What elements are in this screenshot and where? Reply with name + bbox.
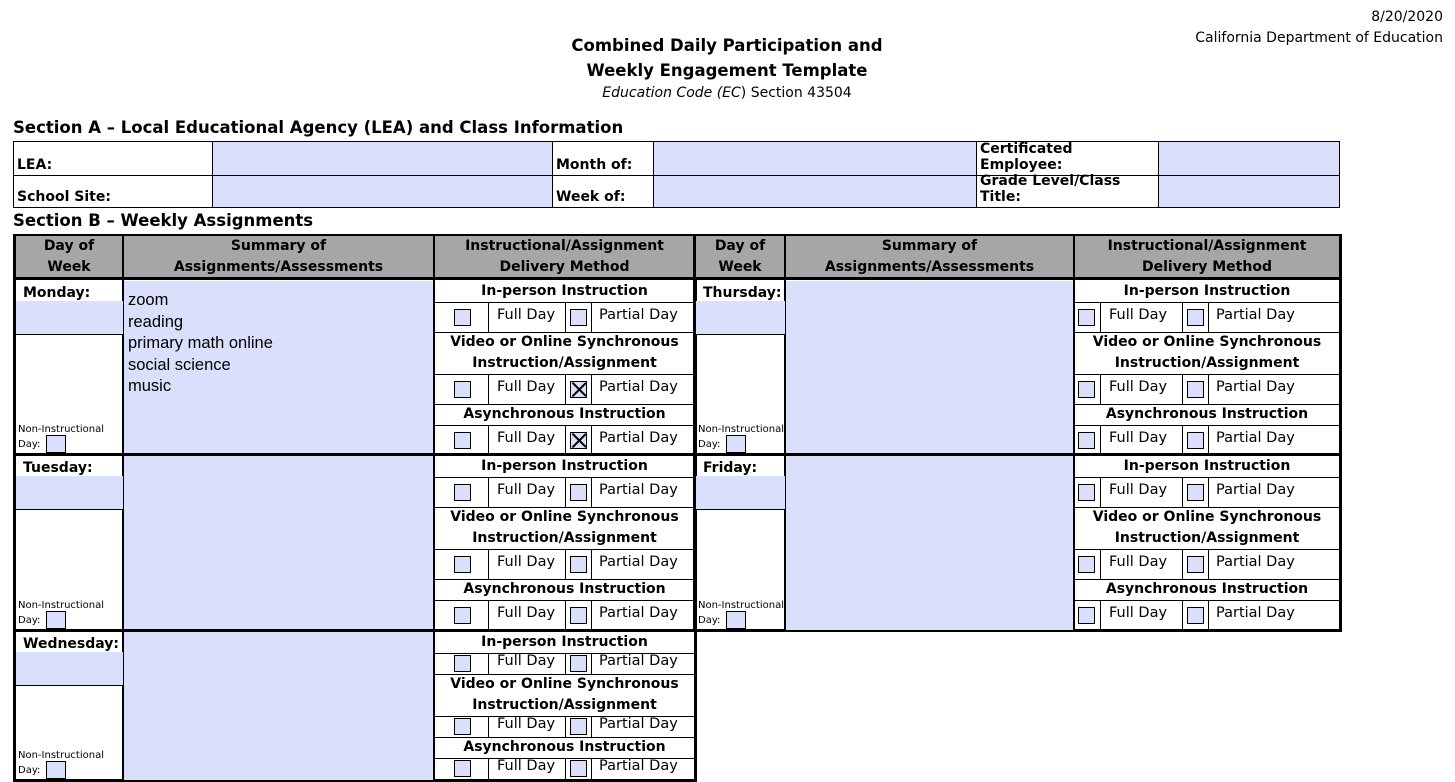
delivery-method-header-line2: Delivery Method	[1142, 258, 1272, 275]
full-day-label: Full Day	[497, 379, 556, 395]
inperson-partial-day-checkbox[interactable]	[1187, 309, 1204, 326]
inperson-partial-day-checkbox[interactable]	[570, 309, 587, 326]
full-day-label: Full Day	[1109, 482, 1168, 498]
checkbox-divider	[1208, 425, 1209, 455]
video-partial-day-checkbox[interactable]	[570, 718, 587, 735]
delivery-method-header-line1: Instructional/Assignment	[1107, 237, 1307, 254]
document-title-line1: Combined Daily Participation and	[571, 36, 883, 55]
checkbox-divider	[565, 549, 566, 579]
video-full-day-checkbox[interactable]	[1078, 381, 1095, 398]
video-full-day-checkbox[interactable]	[454, 381, 471, 398]
video-full-day-checkbox[interactable]	[454, 556, 471, 573]
document-date: 8/20/2020	[1371, 9, 1443, 25]
summary-header	[124, 236, 433, 277]
method-row-divider	[1074, 477, 1340, 478]
full-day-label: Full Day	[1109, 430, 1168, 446]
checkbox-divider	[591, 374, 592, 404]
video-method-heading: Instruction/Assignment	[472, 530, 657, 546]
inperson-full-day-checkbox[interactable]	[1078, 309, 1095, 326]
checkbox-divider	[1208, 374, 1209, 404]
checkbox-divider	[488, 302, 489, 332]
async-full-day-checkbox[interactable]	[454, 607, 471, 624]
checkbox-divider	[1182, 549, 1183, 579]
delivery-method-header-line1: Instructional/Assignment	[465, 237, 664, 254]
summary-line: primary math online	[128, 334, 273, 352]
checkbox-divider	[1100, 425, 1101, 455]
partial-day-label: Partial Day	[1216, 605, 1295, 621]
method-row-divider	[1074, 425, 1340, 426]
checkbox-divider	[488, 600, 489, 630]
checkbox-divider	[565, 302, 566, 332]
checkbox-divider	[565, 600, 566, 630]
async-method-heading: Asynchronous Instruction	[463, 739, 666, 755]
video-method-heading: Video or Online Synchronous	[1092, 334, 1322, 350]
non-instructional-checkbox[interactable]	[46, 761, 66, 779]
full-day-label: Full Day	[1109, 379, 1168, 395]
full-day-label: Full Day	[1109, 605, 1168, 621]
partial-day-label: Partial Day	[599, 379, 678, 395]
video-full-day-checkbox[interactable]	[1078, 556, 1095, 573]
inperson-method-heading: In-person Instruction	[1123, 283, 1291, 299]
summary-header	[786, 236, 1073, 277]
full-day-label: Full Day	[497, 554, 556, 570]
subtitle-suffix: ) Section 43504	[740, 85, 852, 101]
certificated-employee-field[interactable]	[1159, 142, 1339, 176]
summary-header-line2: Assignments/Assessments	[824, 258, 1035, 275]
video-full-day-checkbox[interactable]	[454, 718, 471, 735]
day-of-week-header-line2: Week	[47, 258, 91, 275]
checkbox-divider	[488, 716, 489, 737]
checkbox-divider	[591, 477, 592, 507]
full-day-label: Full Day	[1109, 554, 1168, 570]
video-partial-day-checkbox[interactable]	[1187, 381, 1204, 398]
summary-field[interactable]	[124, 632, 433, 780]
checkbox-divider	[488, 758, 489, 779]
checkbox-divider	[1100, 302, 1101, 332]
day-name: Monday:	[23, 285, 91, 301]
async-partial-day-checkbox[interactable]	[1187, 607, 1204, 624]
video-partial-day-checkbox[interactable]	[570, 381, 587, 398]
school-site-field[interactable]	[213, 176, 553, 207]
grade-level-label: Grade Level/Class Title:	[977, 176, 1159, 207]
inperson-partial-day-checkbox[interactable]	[1187, 484, 1204, 501]
full-day-label: Full Day	[497, 716, 556, 732]
full-day-label: Full Day	[497, 482, 556, 498]
checkbox-divider	[1182, 302, 1183, 332]
lea-label: LEA:	[14, 142, 213, 176]
checkbox-divider	[565, 374, 566, 404]
non-instructional-day-label: Day:	[698, 439, 721, 450]
day-cell-divider	[695, 509, 785, 510]
inperson-method-heading: In-person Instruction	[1123, 458, 1291, 474]
checkbox-divider	[565, 716, 566, 737]
partial-day-label: Partial Day	[599, 307, 678, 323]
full-day-label: Full Day	[497, 430, 556, 446]
partial-day-label: Partial Day	[1216, 379, 1295, 395]
day-of-week-header-line1: Day of	[714, 237, 766, 254]
non-instructional-checkbox[interactable]	[46, 611, 66, 629]
school-site-label: School Site:	[14, 176, 213, 207]
async-full-day-checkbox[interactable]	[1078, 432, 1095, 449]
summary-field[interactable]	[786, 456, 1073, 630]
method-row-divider	[1074, 549, 1340, 550]
non-instructional-day-label: Day:	[698, 615, 721, 626]
checkbox-divider	[1182, 425, 1183, 455]
subtitle-prefix: Education Code (	[602, 85, 723, 101]
summary-header-line2: Assignments/Assessments	[173, 258, 384, 275]
section-b-heading: Section B – Weekly Assignments	[13, 211, 314, 230]
checkbox-divider	[591, 716, 592, 737]
async-full-day-checkbox[interactable]	[1078, 607, 1095, 624]
inperson-full-day-checkbox[interactable]	[454, 309, 471, 326]
non-instructional-day-label: Day:	[18, 439, 41, 450]
week-label: Week of:	[553, 176, 654, 207]
checkbox-divider	[565, 425, 566, 455]
inperson-full-day-checkbox[interactable]	[454, 655, 471, 672]
grade-level-field[interactable]	[1159, 176, 1339, 207]
month-field[interactable]	[654, 142, 977, 176]
summary-line: zoom	[128, 291, 169, 309]
delivery-method-header	[435, 236, 694, 277]
checkbox-divider	[1100, 477, 1101, 507]
document-subtitle	[440, 85, 1014, 101]
week-field[interactable]	[654, 176, 977, 207]
checkbox-divider	[591, 302, 592, 332]
summary-line: social science	[128, 355, 231, 374]
inperson-full-day-checkbox[interactable]	[454, 484, 471, 501]
non-instructional-day-label: Day:	[18, 615, 41, 626]
non-instructional-label: Non-Instructional	[18, 600, 104, 611]
day-name: Tuesday:	[23, 460, 93, 476]
day-cell-divider	[15, 334, 123, 335]
partial-day-label: Partial Day	[599, 758, 678, 774]
checkbox-divider	[1208, 302, 1209, 332]
checkbox-divider	[1100, 600, 1101, 630]
day-name: Thursday:	[703, 285, 782, 301]
async-full-day-checkbox[interactable]	[454, 760, 471, 777]
partial-day-label: Partial Day	[599, 653, 678, 669]
section-a-heading: Section A – Local Educational Agency (LEA) and Class Information	[13, 118, 624, 137]
inperson-partial-day-checkbox[interactable]	[570, 655, 587, 672]
non-instructional-checkbox[interactable]	[726, 611, 746, 629]
video-method-heading: Video or Online Synchronous	[450, 676, 679, 692]
day-of-week-header	[16, 236, 122, 277]
department-name: California Department of Education	[1195, 30, 1443, 46]
summary-field[interactable]	[786, 281, 1073, 454]
checkbox-divider	[1208, 549, 1209, 579]
checkbox-divider	[1100, 374, 1101, 404]
method-row-divider	[1074, 302, 1340, 303]
async-partial-day-checkbox[interactable]	[1187, 432, 1204, 449]
full-day-label: Full Day	[497, 605, 556, 621]
partial-day-label: Partial Day	[599, 605, 678, 621]
day-name: Wednesday:	[23, 636, 120, 652]
video-partial-day-checkbox[interactable]	[1187, 556, 1204, 573]
summary-field[interactable]	[124, 456, 433, 630]
section-a-table	[13, 141, 1340, 208]
non-instructional-checkbox[interactable]	[46, 435, 66, 453]
video-method-heading: Video or Online Synchronous	[450, 509, 679, 525]
non-instructional-day-label: Day:	[18, 765, 41, 776]
video-method-heading: Instruction/Assignment	[472, 355, 657, 371]
delivery-method-header	[1075, 236, 1339, 277]
document-title-line2: Weekly Engagement Template	[586, 61, 868, 80]
checkbox-divider	[565, 758, 566, 779]
day-date-field[interactable]	[16, 652, 123, 685]
partial-day-label: Partial Day	[599, 482, 678, 498]
async-full-day-checkbox[interactable]	[454, 432, 471, 449]
async-method-heading: Asynchronous Instruction	[463, 406, 666, 422]
partial-day-label: Partial Day	[1216, 482, 1295, 498]
day-date-field[interactable]	[16, 476, 123, 509]
day-of-week-header-line1: Day of	[43, 237, 95, 254]
video-partial-day-checkbox[interactable]	[570, 556, 587, 573]
day-name: Friday:	[703, 460, 758, 476]
checkbox-divider	[488, 425, 489, 455]
partial-day-label: Partial Day	[1216, 307, 1295, 323]
full-day-label: Full Day	[497, 307, 556, 323]
checkbox-divider	[1182, 374, 1183, 404]
checkbox-divider	[1208, 600, 1209, 630]
checkbox-divider	[591, 758, 592, 779]
partial-day-label: Partial Day	[599, 554, 678, 570]
summary-header-line1: Summary of	[881, 237, 978, 254]
inperson-method-heading: In-person Instruction	[481, 283, 648, 299]
checkbox-divider	[565, 477, 566, 507]
day-cell-divider	[15, 509, 123, 510]
certificated-employee-label: Certificated Employee:	[977, 142, 1159, 176]
checkbox-divider	[591, 653, 592, 674]
summary-line: reading	[128, 312, 184, 331]
day-date-field[interactable]	[696, 476, 785, 509]
checkbox-divider	[1100, 549, 1101, 579]
full-day-label: Full Day	[497, 758, 556, 774]
inperson-partial-day-checkbox[interactable]	[570, 484, 587, 501]
non-instructional-label: Non-Instructional	[18, 424, 104, 435]
day-of-week-header-line2: Week	[718, 258, 762, 275]
non-instructional-label: Non-Instructional	[698, 600, 784, 611]
summary-line: music	[128, 377, 172, 395]
inperson-method-heading: In-person Instruction	[481, 458, 648, 474]
partial-day-label: Partial Day	[599, 716, 678, 732]
day-cell-divider	[15, 685, 123, 686]
checkbox-divider	[591, 425, 592, 455]
inperson-full-day-checkbox[interactable]	[1078, 484, 1095, 501]
summary-header-line1: Summary of	[230, 237, 327, 254]
checkbox-divider	[1182, 477, 1183, 507]
checkbox-divider	[488, 477, 489, 507]
checkbox-divider	[488, 653, 489, 674]
full-day-label: Full Day	[1109, 307, 1168, 323]
day-date-field[interactable]	[696, 301, 785, 334]
video-method-heading: Video or Online Synchronous	[1092, 509, 1322, 525]
partial-day-label: Partial Day	[599, 430, 678, 446]
video-method-heading: Video or Online Synchronous	[450, 334, 679, 350]
method-row-divider	[1074, 600, 1340, 601]
delivery-method-header-line2: Delivery Method	[499, 258, 630, 275]
day-of-week-header	[696, 236, 784, 277]
async-method-heading: Asynchronous Instruction	[1105, 406, 1309, 422]
non-instructional-label: Non-Instructional	[698, 424, 784, 435]
non-instructional-label: Non-Instructional	[18, 750, 104, 761]
async-method-heading: Asynchronous Instruction	[463, 581, 666, 597]
checkbox-divider	[488, 374, 489, 404]
day-cell-divider	[695, 334, 785, 335]
checkbox-divider	[488, 549, 489, 579]
checkbox-divider	[1182, 600, 1183, 630]
async-partial-day-checkbox[interactable]	[570, 760, 587, 777]
checkbox-divider	[591, 600, 592, 630]
checkbox-divider	[591, 549, 592, 579]
video-method-heading: Instruction/Assignment	[1114, 355, 1300, 371]
lea-field[interactable]	[213, 142, 553, 176]
video-method-heading: Instruction/Assignment	[472, 697, 657, 713]
subtitle-ec: EC	[722, 85, 741, 101]
async-partial-day-checkbox[interactable]	[570, 432, 587, 449]
video-method-heading: Instruction/Assignment	[1114, 530, 1300, 546]
full-day-label: Full Day	[497, 653, 556, 669]
method-row-divider	[1074, 374, 1340, 375]
month-label: Month of:	[553, 142, 654, 176]
partial-day-label: Partial Day	[1216, 554, 1295, 570]
non-instructional-checkbox[interactable]	[726, 435, 746, 453]
checkbox-divider	[1208, 477, 1209, 507]
async-partial-day-checkbox[interactable]	[570, 607, 587, 624]
inperson-method-heading: In-person Instruction	[481, 634, 648, 650]
day-date-field[interactable]	[16, 301, 123, 334]
async-method-heading: Asynchronous Instruction	[1105, 581, 1309, 597]
checkbox-divider	[565, 653, 566, 674]
partial-day-label: Partial Day	[1216, 430, 1295, 446]
